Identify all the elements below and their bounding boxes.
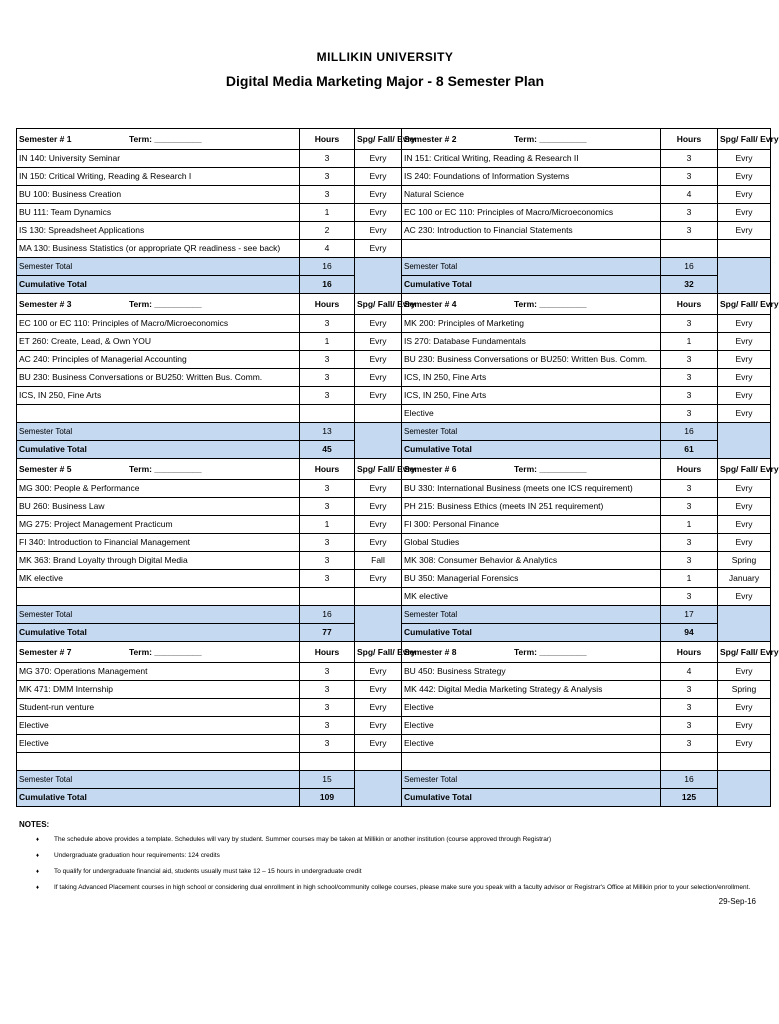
offered-header: Spg/ Fall/ Evry [355, 129, 402, 150]
course-name: MK elective [17, 570, 300, 588]
course-row [17, 240, 771, 258]
course-name: EC 100 or EC 110: Principles of Macro/Microeconomics [17, 315, 300, 333]
course-name: PH 215: Business Ethics (meets IN 251 requirement) [402, 498, 661, 516]
course-name: AC 240: Principles of Managerial Accounting [17, 351, 300, 369]
hours-header: Hours [300, 459, 355, 480]
cumulative-total-value: 61 [661, 441, 718, 459]
note-item [36, 865, 756, 881]
total-filler [355, 771, 402, 807]
notes-title: NOTES: [19, 820, 50, 829]
course-hours: 3 [300, 498, 355, 516]
semester-name: Semester # 2 [404, 133, 457, 144]
course-hours [300, 753, 355, 771]
semester-total-value: 16 [300, 606, 355, 624]
course-row [17, 480, 771, 498]
course-row [17, 204, 771, 222]
semester-total-label: Semester Total [402, 606, 661, 624]
total-filler [355, 423, 402, 459]
course-offered: Evry [355, 699, 402, 717]
course-name: BU 330: International Business (meets one ICS requirement) [402, 480, 661, 498]
course-offered: Fall [355, 552, 402, 570]
course-name [17, 588, 300, 606]
course-hours: 3 [300, 735, 355, 753]
hours-header: Hours [300, 129, 355, 150]
semester-total-label: Semester Total [402, 771, 661, 789]
course-hours: 3 [661, 168, 718, 186]
semester-name-cell [17, 459, 300, 480]
course-hours: 3 [661, 351, 718, 369]
hours-header: Hours [661, 129, 718, 150]
course-name [402, 240, 661, 258]
offered-header: Spg/ Fall/ Evry [718, 129, 771, 150]
offered-header: Spg/ Fall/ Evry [718, 459, 771, 480]
course-name: IN 151: Critical Writing, Reading & Research II [402, 150, 661, 168]
course-offered: Evry [355, 735, 402, 753]
hours-header: Hours [661, 459, 718, 480]
course-hours: 4 [661, 186, 718, 204]
course-name: MK 471: DMM Internship [17, 681, 300, 699]
course-offered: Evry [355, 204, 402, 222]
course-hours: 3 [300, 570, 355, 588]
course-offered: Evry [718, 186, 771, 204]
revision-date: 29-Sep-16 [718, 897, 756, 906]
course-hours: 3 [661, 222, 718, 240]
course-offered: Evry [355, 222, 402, 240]
semester-total-value: 16 [300, 258, 355, 276]
course-name: ICS, IN 250, Fine Arts [17, 387, 300, 405]
offered-header: Spg/ Fall/ Evry [355, 294, 402, 315]
course-name: BU 260: Business Law [17, 498, 300, 516]
course-offered: January [718, 570, 771, 588]
course-name: IN 140: University Seminar [17, 150, 300, 168]
course-name: Elective [17, 735, 300, 753]
course-offered: Evry [355, 516, 402, 534]
semester-total-row [17, 258, 771, 276]
course-hours [661, 240, 718, 258]
course-row [17, 681, 771, 699]
course-name: BU 230: Business Conversations or BU250: Written Bus. Comm. [402, 351, 661, 369]
course-hours: 3 [300, 150, 355, 168]
cumulative-total-value: 94 [661, 624, 718, 642]
course-hours [300, 588, 355, 606]
semester-name-cell [17, 642, 300, 663]
semester-total-value: 17 [661, 606, 718, 624]
course-hours: 3 [661, 681, 718, 699]
course-name [17, 405, 300, 423]
semester-name-cell [17, 129, 300, 150]
semester-total-value: 16 [661, 771, 718, 789]
hours-header: Hours [300, 642, 355, 663]
cumulative-total-label: Cumulative Total [17, 441, 300, 459]
course-hours: 3 [661, 150, 718, 168]
course-name: ICS, IN 250, Fine Arts [402, 387, 661, 405]
course-hours: 3 [300, 681, 355, 699]
course-offered: Evry [355, 480, 402, 498]
semester-header-row [17, 129, 771, 150]
offered-header: Spg/ Fall/ Evry [718, 642, 771, 663]
course-name: MG 370: Operations Management [17, 663, 300, 681]
course-name [402, 753, 661, 771]
cumulative-total-label: Cumulative Total [402, 624, 661, 642]
course-offered: Evry [355, 369, 402, 387]
course-hours: 3 [300, 369, 355, 387]
cumulative-total-label: Cumulative Total [17, 276, 300, 294]
course-name: MK 200: Principles of Marketing [402, 315, 661, 333]
semester-total-value: 16 [661, 423, 718, 441]
course-hours: 3 [661, 552, 718, 570]
course-offered: Evry [718, 516, 771, 534]
course-name: ICS, IN 250, Fine Arts [402, 369, 661, 387]
course-hours: 3 [661, 735, 718, 753]
term-label: Term: __________ [129, 463, 202, 474]
course-offered [355, 588, 402, 606]
bullet-icon: ♦ [36, 837, 40, 843]
cumulative-total-value: 109 [300, 789, 355, 807]
term-label: Term: __________ [514, 646, 587, 657]
cumulative-total-label: Cumulative Total [402, 441, 661, 459]
semester-name: Semester # 5 [19, 463, 72, 474]
course-name: MK 442: Digital Media Marketing Strategy & Analysis [402, 681, 661, 699]
course-offered [718, 240, 771, 258]
course-row [17, 516, 771, 534]
course-offered: Evry [355, 168, 402, 186]
course-row [17, 333, 771, 351]
course-row [17, 222, 771, 240]
course-hours: 3 [300, 168, 355, 186]
course-name: FI 340: Introduction to Financial Management [17, 534, 300, 552]
course-offered: Evry [718, 735, 771, 753]
course-hours: 3 [300, 315, 355, 333]
course-hours: 3 [661, 717, 718, 735]
course-name: Elective [402, 735, 661, 753]
course-offered: Spring [718, 552, 771, 570]
course-row [17, 405, 771, 423]
total-filler [718, 606, 771, 642]
total-filler [718, 258, 771, 294]
course-offered: Evry [355, 717, 402, 735]
course-row [17, 753, 771, 771]
semester-name: Semester # 3 [19, 298, 72, 309]
course-row [17, 387, 771, 405]
course-hours: 1 [300, 204, 355, 222]
university-name: MILLIKIN UNIVERSITY [316, 50, 454, 64]
semester-plan-table [16, 128, 779, 807]
course-hours [661, 753, 718, 771]
course-offered: Evry [718, 534, 771, 552]
semester-header-row [17, 294, 771, 315]
total-filler [355, 258, 402, 294]
term-label: Term: __________ [514, 298, 587, 309]
course-row [17, 534, 771, 552]
course-hours: 4 [661, 663, 718, 681]
course-row [17, 150, 771, 168]
semester-total-label: Semester Total [17, 771, 300, 789]
cumulative-total-value: 45 [300, 441, 355, 459]
course-offered: Evry [718, 588, 771, 606]
offered-header: Spg/ Fall/ Evry [355, 642, 402, 663]
course-name: MG 300: People & Performance [17, 480, 300, 498]
course-hours: 3 [661, 699, 718, 717]
term-label: Term: __________ [514, 133, 587, 144]
course-name: IS 240: Foundations of Information Systems [402, 168, 661, 186]
cumulative-total-value: 32 [661, 276, 718, 294]
semester-total-value: 15 [300, 771, 355, 789]
course-hours: 3 [661, 534, 718, 552]
semester-name-cell [402, 129, 661, 150]
course-row [17, 186, 771, 204]
course-offered: Spring [718, 681, 771, 699]
hours-header: Hours [661, 294, 718, 315]
bullet-icon: ♦ [36, 853, 40, 859]
note-text: If taking Advanced Placement courses in high school or considering dual enrollment in high school/community college courses, please make sure you speak with a faculty advisor or Registrar's Office at Millikin prior to your selection/enrollment. [54, 884, 751, 891]
semester-name: Semester # 1 [19, 133, 72, 144]
semester-name-cell [17, 294, 300, 315]
course-name: BU 450: Business Strategy [402, 663, 661, 681]
semester-total-value: 16 [661, 258, 718, 276]
course-hours: 3 [661, 480, 718, 498]
course-offered: Evry [355, 663, 402, 681]
course-row [17, 351, 771, 369]
course-row [17, 570, 771, 588]
course-hours: 3 [661, 369, 718, 387]
bullet-icon: ♦ [36, 869, 40, 875]
course-row [17, 735, 771, 753]
course-offered: Evry [355, 570, 402, 588]
semester-header-row [17, 642, 771, 663]
course-offered: Evry [355, 387, 402, 405]
course-hours: 3 [300, 717, 355, 735]
course-name: BU 350: Managerial Forensics [402, 570, 661, 588]
course-offered: Evry [718, 717, 771, 735]
semester-total-label: Semester Total [402, 258, 661, 276]
course-hours: 3 [661, 387, 718, 405]
course-name: Elective [402, 717, 661, 735]
course-name: BU 100: Business Creation [17, 186, 300, 204]
course-offered: Evry [718, 480, 771, 498]
course-name: EC 100 or EC 110: Principles of Macro/Microeconomics [402, 204, 661, 222]
course-offered: Evry [355, 315, 402, 333]
cumulative-total-label: Cumulative Total [17, 789, 300, 807]
semester-name: Semester # 6 [404, 463, 457, 474]
course-name: AC 230: Introduction to Financial Statements [402, 222, 661, 240]
semester-total-value: 13 [300, 423, 355, 441]
course-hours: 3 [661, 588, 718, 606]
course-hours: 3 [300, 186, 355, 204]
course-name: FI 300: Personal Finance [402, 516, 661, 534]
course-name: Elective [17, 717, 300, 735]
course-name: BU 230: Business Conversations or BU250: Written Bus. Comm. [17, 369, 300, 387]
semester-total-label: Semester Total [17, 606, 300, 624]
course-name: IN 150: Critical Writing, Reading & Research I [17, 168, 300, 186]
course-offered: Evry [718, 387, 771, 405]
course-offered [718, 753, 771, 771]
course-offered: Evry [718, 405, 771, 423]
course-hours: 3 [300, 480, 355, 498]
course-hours: 3 [300, 351, 355, 369]
course-offered: Evry [718, 150, 771, 168]
semester-name-cell [402, 459, 661, 480]
note-item [36, 849, 756, 865]
course-offered: Evry [718, 498, 771, 516]
course-hours: 2 [300, 222, 355, 240]
cumulative-total-label: Cumulative Total [402, 276, 661, 294]
course-offered: Evry [718, 168, 771, 186]
total-filler [355, 606, 402, 642]
course-row [17, 168, 771, 186]
course-hours: 3 [300, 534, 355, 552]
semester-total-row [17, 771, 771, 789]
term-label: Term: __________ [514, 463, 587, 474]
course-offered: Evry [718, 333, 771, 351]
course-offered [355, 753, 402, 771]
course-name [17, 753, 300, 771]
cumulative-total-value: 125 [661, 789, 718, 807]
course-name: Natural Science [402, 186, 661, 204]
cumulative-total-value: 16 [300, 276, 355, 294]
course-row [17, 717, 771, 735]
course-row [17, 369, 771, 387]
course-hours: 1 [661, 570, 718, 588]
semester-total-row [17, 606, 771, 624]
semester-total-label: Semester Total [17, 423, 300, 441]
semester-total-row [17, 423, 771, 441]
course-offered: Evry [355, 534, 402, 552]
course-hours: 3 [300, 663, 355, 681]
course-hours: 3 [300, 699, 355, 717]
course-name: MK 308: Consumer Behavior & Analytics [402, 552, 661, 570]
course-hours: 3 [300, 552, 355, 570]
course-hours: 1 [661, 333, 718, 351]
course-hours: 3 [661, 498, 718, 516]
course-name: IS 270: Database Fundamentals [402, 333, 661, 351]
notes-list [36, 833, 756, 897]
course-offered: Evry [355, 186, 402, 204]
course-offered: Evry [355, 498, 402, 516]
semester-name: Semester # 4 [404, 298, 457, 309]
cumulative-total-label: Cumulative Total [402, 789, 661, 807]
semester-total-label: Semester Total [17, 258, 300, 276]
course-offered: Evry [355, 681, 402, 699]
course-name: Global Studies [402, 534, 661, 552]
bullet-icon: ♦ [36, 885, 40, 891]
course-row [17, 315, 771, 333]
course-name: IS 130: Spreadsheet Applications [17, 222, 300, 240]
cumulative-total-value: 77 [300, 624, 355, 642]
course-offered: Evry [718, 369, 771, 387]
semester-name: Semester # 8 [404, 646, 457, 657]
plan-title: Digital Media Marketing Major - 8 Semester Plan [225, 73, 545, 89]
course-offered: Evry [718, 315, 771, 333]
total-filler [718, 771, 771, 807]
course-name: MK elective [402, 588, 661, 606]
semester-header-row [17, 459, 771, 480]
course-offered: Evry [355, 150, 402, 168]
hours-header: Hours [300, 294, 355, 315]
course-name: BU 111: Team Dynamics [17, 204, 300, 222]
course-name: Elective [402, 699, 661, 717]
course-row [17, 588, 771, 606]
course-row [17, 552, 771, 570]
course-hours: 1 [661, 516, 718, 534]
hours-header: Hours [661, 642, 718, 663]
total-filler [718, 423, 771, 459]
course-offered: Evry [355, 240, 402, 258]
course-row [17, 498, 771, 516]
course-name: Student-run venture [17, 699, 300, 717]
note-text: The schedule above provides a template. Schedules will vary by student. Summer courses may be taken at Millikin or another institution (course approved through Registrar) [54, 836, 552, 843]
offered-header: Spg/ Fall/ Evry [355, 459, 402, 480]
offered-header: Spg/ Fall/ Evry [718, 294, 771, 315]
course-offered: Evry [718, 699, 771, 717]
course-offered: Evry [718, 663, 771, 681]
course-offered: Evry [718, 204, 771, 222]
semester-name: Semester # 7 [19, 646, 72, 657]
course-hours: 3 [661, 204, 718, 222]
course-name: Elective [402, 405, 661, 423]
course-hours: 3 [661, 405, 718, 423]
course-row [17, 663, 771, 681]
semester-total-label: Semester Total [402, 423, 661, 441]
note-item [36, 881, 756, 897]
course-offered: Evry [355, 351, 402, 369]
course-offered: Evry [355, 333, 402, 351]
note-text: To qualify for undergraduate financial aid, students usually must take 12 – 15 hours in undergraduate credit [54, 868, 362, 875]
cumulative-total-label: Cumulative Total [17, 624, 300, 642]
semester-name-cell [402, 294, 661, 315]
term-label: Term: __________ [129, 646, 202, 657]
course-name: MK 363: Brand Loyalty through Digital Media [17, 552, 300, 570]
course-offered [355, 405, 402, 423]
note-text: Undergraduate graduation hour requirements: 124 credits [54, 852, 220, 859]
term-label: Term: __________ [129, 133, 202, 144]
course-hours [300, 405, 355, 423]
course-hours: 4 [300, 240, 355, 258]
course-hours: 3 [661, 315, 718, 333]
course-offered: Evry [718, 222, 771, 240]
note-item [36, 833, 756, 849]
course-name: ET 260: Create, Lead, & Own YOU [17, 333, 300, 351]
course-hours: 3 [300, 387, 355, 405]
course-hours: 1 [300, 333, 355, 351]
term-label: Term: __________ [129, 298, 202, 309]
semester-name-cell [402, 642, 661, 663]
course-hours: 1 [300, 516, 355, 534]
course-row [17, 699, 771, 717]
course-offered: Evry [718, 351, 771, 369]
course-name: MG 275: Project Management Practicum [17, 516, 300, 534]
course-name: MA 130: Business Statistics (or appropriate QR readiness - see back) [17, 240, 300, 258]
